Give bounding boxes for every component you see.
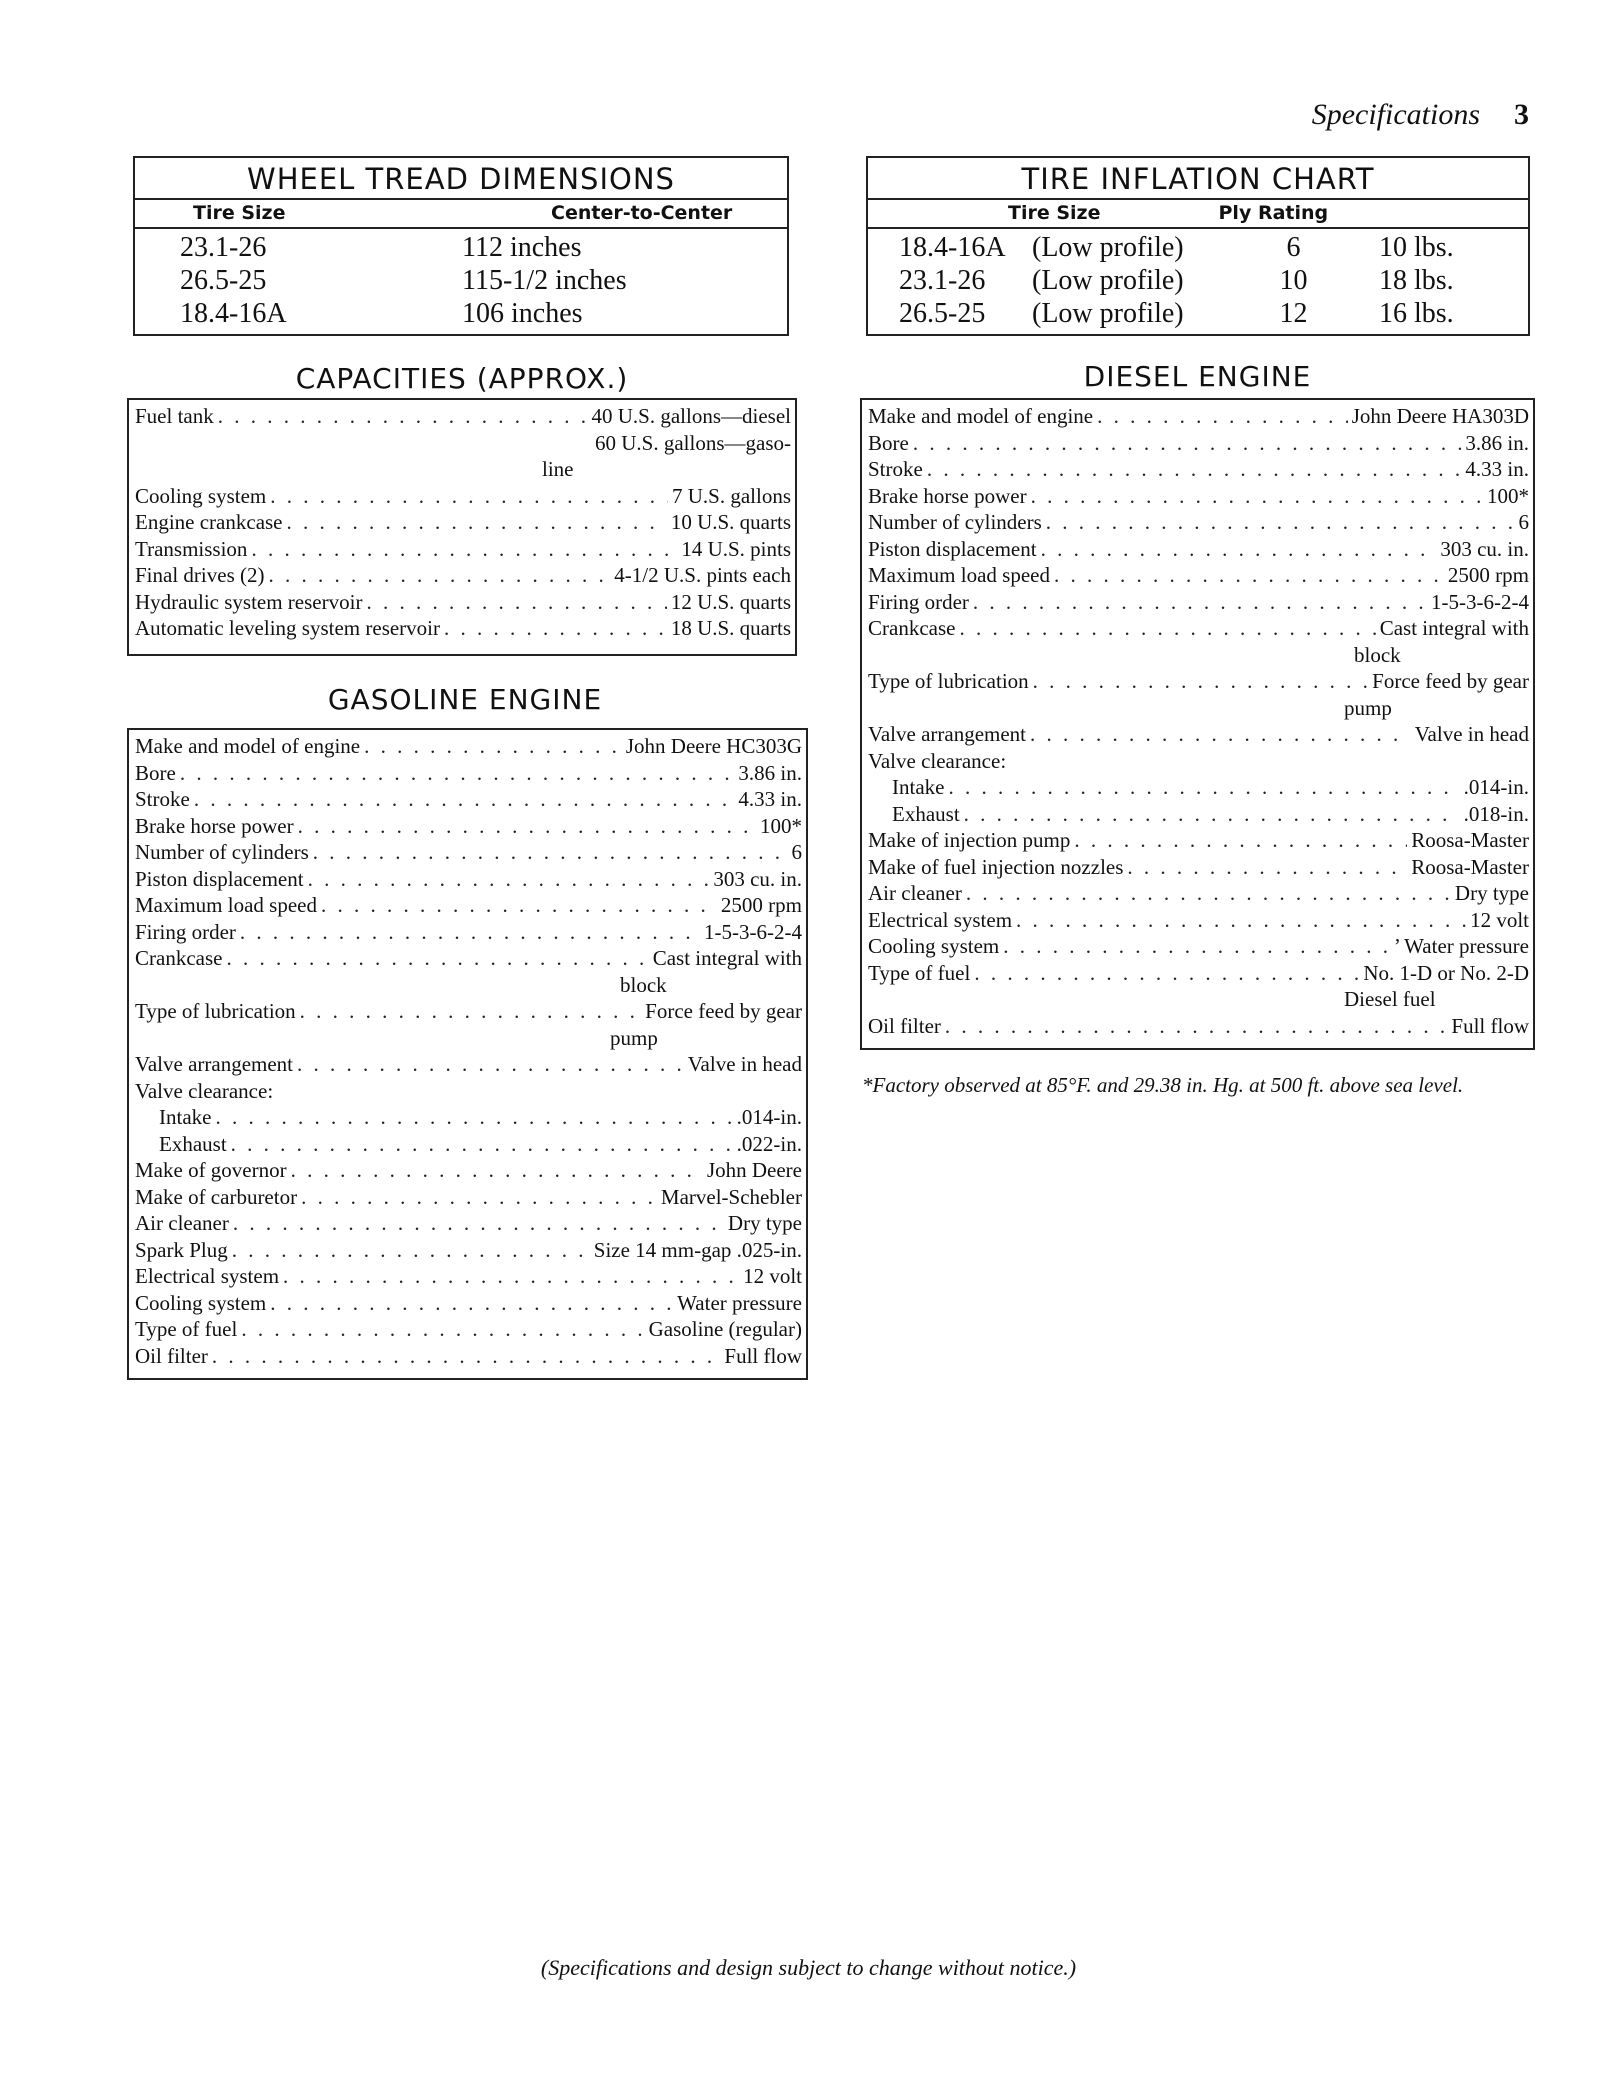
diesel-engine-table: [860, 398, 1535, 1050]
spec-row: Exhaust . . . .018-in.: [868, 801, 1529, 828]
spec-row: Hydraulic system reservoir . . . 12 U.S. quarts: [135, 589, 791, 616]
spec-continuation: pump: [610, 1025, 658, 1050]
footnote: *Factory observed at 85°F. and 29.38 in. Hg. at 500 ft. above sea level.: [862, 1073, 1464, 1097]
spec-row: Intake . . . .014-in.: [868, 774, 1529, 801]
table-row: 26.5-25 115-1/2 inches: [180, 265, 627, 296]
spec-row-fuel-tank: Fuel tank . . . 40 U.S. gallons—diesel: [135, 403, 791, 430]
table-row: 18.4-16A 106 inches: [180, 298, 583, 329]
gasoline-engine-table: [127, 728, 808, 1380]
spec-row: Crankcase . . . Cast integral with: [868, 615, 1529, 642]
spec-row: Bore . . . 3.86 in.: [868, 430, 1529, 457]
spec-continuation: Diesel fuel: [1344, 987, 1436, 1011]
tire-inflation-header: [868, 200, 1528, 229]
bottom-note: (Specifications and design subject to change without notice.): [540, 1955, 1077, 1980]
col-ply-rating: Ply Rating: [1218, 202, 1329, 224]
spec-row: Firing order . . . 1-5-3-6-2-4: [868, 589, 1529, 616]
spec-row: Crankcase . . . Cast integral with: [135, 945, 802, 972]
spec-row: Type of lubrication . . . Force feed by gear: [868, 668, 1529, 695]
table-row: 18.4-16A (Low profile) 6 10 lbs.: [899, 232, 1454, 263]
spec-row: Cooling system . . . Water pressure: [135, 1290, 802, 1317]
spec-row: Brake horse power . . . 100*: [135, 813, 802, 840]
spec-continuation: line: [542, 457, 574, 481]
spec-row: Valve arrangement . . . Valve in head: [135, 1051, 802, 1078]
wheel-tread-header: [135, 200, 787, 229]
spec-row: Electrical system . . . 12 volt: [868, 907, 1529, 934]
tire-inflation-rows: [868, 229, 1528, 330]
spec-row: Cooling system . . . ’ Water pressure: [868, 933, 1529, 960]
spec-continuation: block: [620, 972, 667, 997]
spec-row: Bore . . . 3.86 in.: [135, 760, 802, 787]
spec-row: Spark Plug . . . Size 14 mm-gap .025-in.: [135, 1237, 802, 1264]
spec-row: Transmission . . . 14 U.S. pints: [135, 536, 791, 563]
tire-inflation-title: TIRE INFLATION CHART: [868, 158, 1528, 200]
spec-subheading: Valve clearance:: [868, 748, 1007, 773]
spec-continuation: 60 U.S. gallons—gaso-: [595, 430, 791, 455]
spec-row: Make of governor . . . John Deere: [135, 1157, 802, 1184]
spec-row: Maximum load speed . . . 2500 rpm: [868, 562, 1529, 589]
spec-row: Piston displacement . . . 303 cu. in.: [135, 866, 802, 893]
section-name: Specifications: [1311, 98, 1480, 131]
capacities-table: [127, 398, 797, 656]
spec-row: Type of fuel . . . No. 1-D or No. 2-D: [868, 960, 1529, 987]
spec-row: Oil filter . . . Full flow: [135, 1343, 802, 1370]
spec-row: Type of lubrication . . . Force feed by gear: [135, 998, 802, 1025]
spec-row: Automatic leveling system reservoir . . . 18 U.S. quarts: [135, 615, 791, 642]
spec-row: Maximum load speed . . . 2500 rpm: [135, 892, 802, 919]
spec-row: Cooling system . . . 7 U.S. gallons: [135, 483, 791, 510]
spec-row: Make of injection pump . . . Roosa-Master: [868, 827, 1529, 854]
table-row: 23.1-26 112 inches: [180, 232, 582, 263]
spec-row: Firing order . . . 1-5-3-6-2-4: [135, 919, 802, 946]
spec-row: Number of cylinders . . . 6: [135, 839, 802, 866]
gasoline-engine-title: GASOLINE ENGINE: [327, 683, 603, 716]
wheel-tread-title: WHEEL TREAD DIMENSIONS: [135, 158, 787, 200]
spec-row: Make and model of engine . . . John Deere HC303G: [135, 733, 802, 760]
spec-row: Engine crankcase . . . 10 U.S. quarts: [135, 509, 791, 536]
spec-row: Air cleaner . . . Dry type: [868, 880, 1529, 907]
spec-row: Stroke . . . 4.33 in.: [135, 786, 802, 813]
spec-row: Make and model of engine . . . John Deere HA303D: [868, 403, 1529, 430]
spec-row: Type of fuel . . . Gasoline (regular): [135, 1316, 802, 1343]
wheel-tread-table: [133, 156, 789, 336]
spec-row: Air cleaner . . . Dry type: [135, 1210, 802, 1237]
spec-row: Brake horse power . . . 100*: [868, 483, 1529, 510]
spec-row: Oil filter . . . Full flow: [868, 1013, 1529, 1040]
col-tire-size: Tire Size: [1008, 202, 1101, 224]
spec-row: Make of fuel injection nozzles . . . Roosa-Master: [868, 854, 1529, 881]
spec-row: Stroke . . . 4.33 in.: [868, 456, 1529, 483]
spec-row: Exhaust . . . .022-in.: [135, 1131, 802, 1158]
wheel-tread-rows: [135, 229, 787, 330]
page-number: 3: [1514, 98, 1529, 131]
spec-row: Final drives (2) . . . 4-1/2 U.S. pints each: [135, 562, 791, 589]
capacities-title: CAPACITIES (APPROX.): [295, 362, 629, 395]
col-tire-size: Tire Size: [193, 202, 286, 224]
spec-row: Make of carburetor . . . Marvel-Schebler: [135, 1184, 802, 1211]
spec-continuation: block: [1354, 642, 1401, 667]
spec-row: Valve arrangement . . . Valve in head: [868, 721, 1529, 748]
spec-row: Piston displacement . . . 303 cu. in.: [868, 536, 1529, 563]
spec-subheading: Valve clearance:: [135, 1078, 274, 1103]
tire-inflation-table: [866, 156, 1530, 336]
spec-continuation: pump: [1344, 695, 1392, 720]
running-head: [1312, 98, 1529, 132]
table-row: 23.1-26 (Low profile) 10 18 lbs.: [899, 265, 1454, 296]
spec-row: Number of cylinders . . . 6: [868, 509, 1529, 536]
col-center-to-center: Center-to-Center: [551, 202, 733, 224]
spec-row: Electrical system . . . 12 volt: [135, 1263, 802, 1290]
spec-row: Intake . . . .014-in.: [135, 1104, 802, 1131]
diesel-engine-title: DIESEL ENGINE: [1083, 360, 1312, 393]
table-row: 26.5-25 (Low profile) 12 16 lbs.: [899, 298, 1454, 329]
